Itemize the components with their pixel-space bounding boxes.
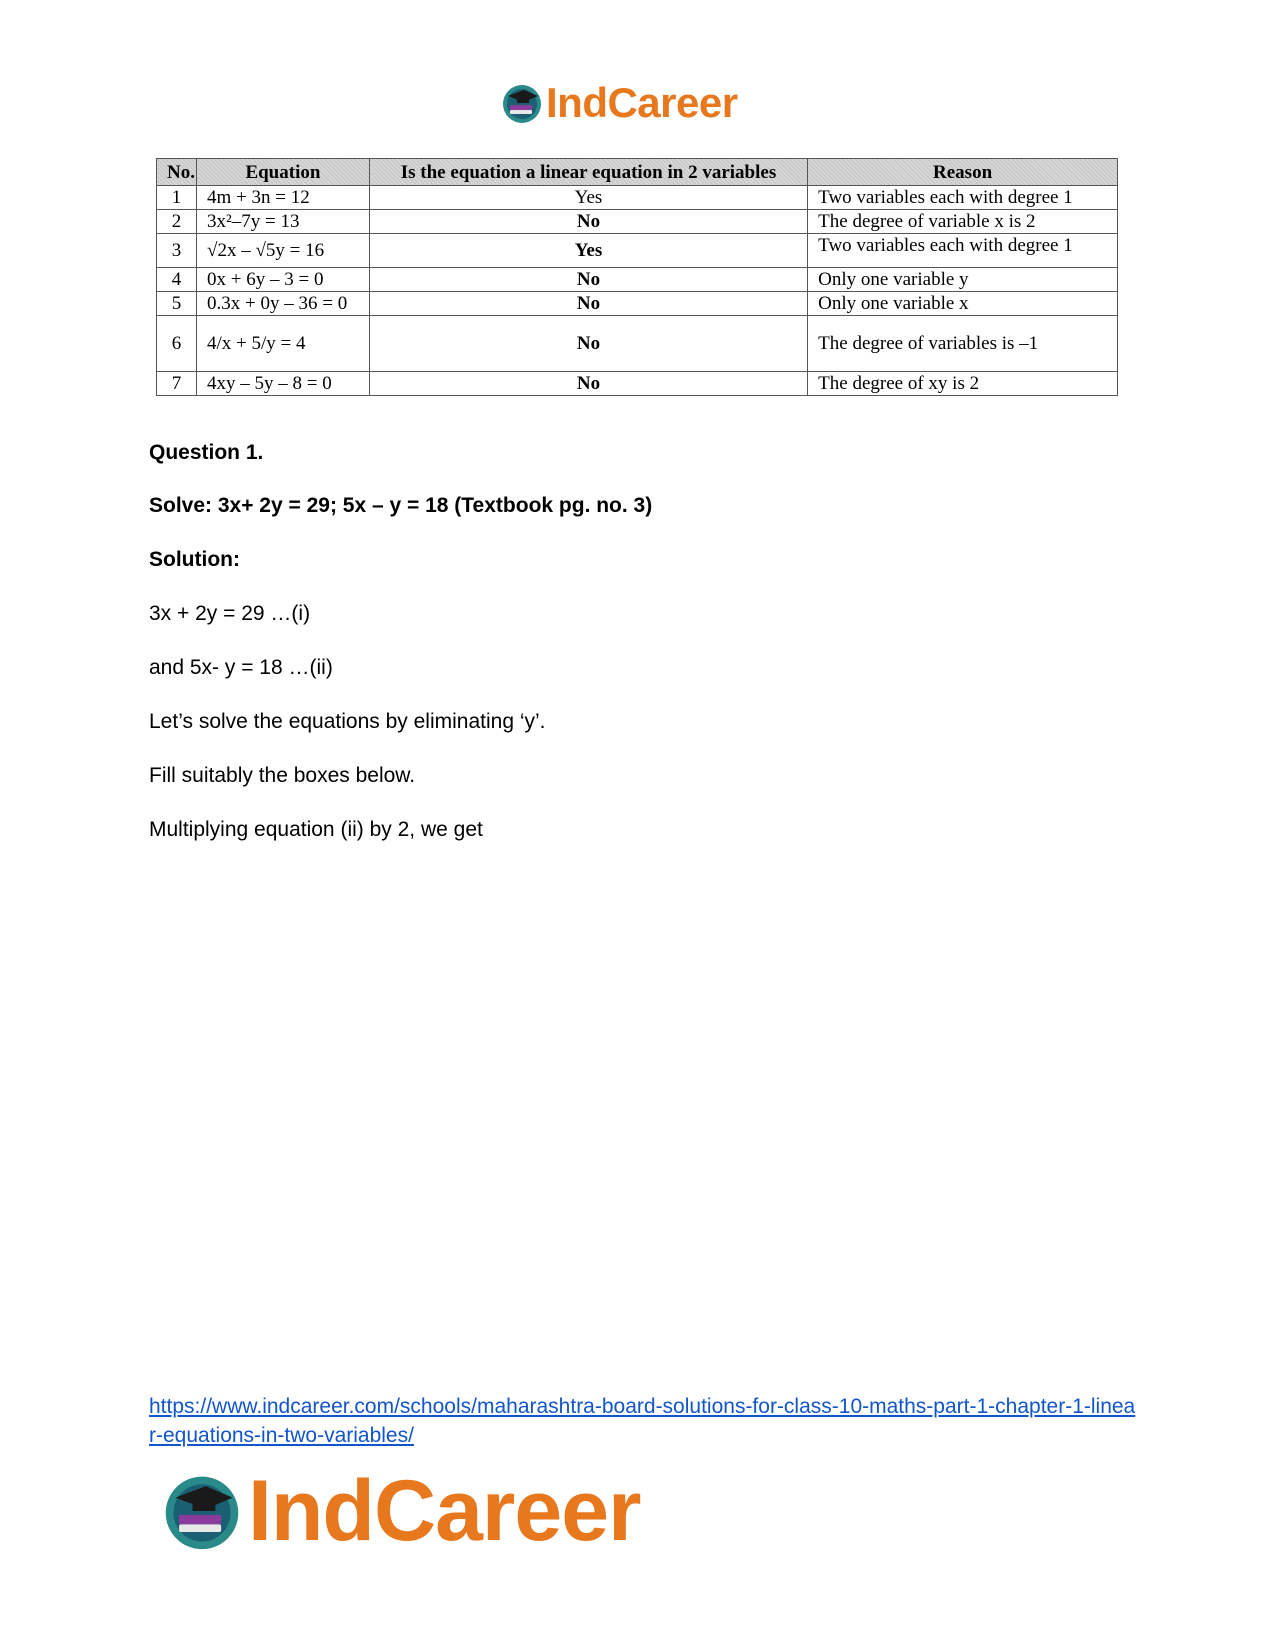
table-row bbox=[157, 234, 1118, 268]
row-linear: Yes bbox=[369, 186, 807, 210]
footer-logo bbox=[160, 1462, 641, 1559]
row-linear: No bbox=[369, 292, 807, 316]
graduation-cap-book-icon bbox=[500, 81, 544, 125]
header-logo bbox=[500, 78, 738, 128]
header-reason: Reason bbox=[808, 159, 1118, 186]
row-no: 3 bbox=[157, 234, 197, 268]
equation-line-2: and 5x- y = 18 …(ii) bbox=[149, 656, 333, 679]
header-no: No. bbox=[157, 159, 197, 186]
brand-name: IndCareer bbox=[546, 79, 738, 126]
graduation-cap-book-icon bbox=[160, 1469, 244, 1553]
row-reason: The degree of xy is 2 bbox=[808, 372, 1118, 396]
equation-line-1: 3x + 2y = 29 …(i) bbox=[149, 602, 311, 625]
question-text: Solve: 3x+ 2y = 29; 5x – y = 18 (Textbook pg. no. 3) bbox=[149, 494, 653, 517]
row-linear: No bbox=[369, 268, 807, 292]
row-linear: Yes bbox=[369, 234, 807, 268]
row-no: 2 bbox=[157, 210, 197, 234]
row-no: 1 bbox=[157, 186, 197, 210]
question-title: Question 1. bbox=[149, 441, 264, 464]
multiply-line: Multiplying equation (ii) by 2, we get bbox=[149, 818, 483, 841]
row-reason: The degree of variables is –1 bbox=[808, 316, 1118, 372]
row-no: 4 bbox=[157, 268, 197, 292]
row-equation: 4/x + 5/y = 4 bbox=[197, 316, 370, 372]
row-reason: Two variables each with degree 1 bbox=[808, 234, 1118, 268]
row-equation: √2x – √5y = 16 bbox=[197, 234, 370, 268]
row-linear: No bbox=[369, 316, 807, 372]
source-link[interactable]: https://www.indcareer.com/schools/maharashtra-board-solutions-for-class-10-maths-part-1-chapter-1-linear-equations-in-two-variables/ bbox=[149, 1395, 1136, 1447]
solution-label: Solution: bbox=[149, 548, 240, 571]
row-equation: 3x²–7y = 13 bbox=[197, 210, 370, 234]
instruction-line: Let’s solve the equations by eliminating ‘y’. bbox=[149, 710, 546, 733]
table-row bbox=[157, 372, 1118, 396]
row-no: 6 bbox=[157, 316, 197, 372]
row-reason: Only one variable x bbox=[808, 292, 1118, 316]
header-equation: Equation bbox=[197, 159, 370, 186]
table-row bbox=[157, 292, 1118, 316]
row-no: 7 bbox=[157, 372, 197, 396]
row-equation: 4xy – 5y – 8 = 0 bbox=[197, 372, 370, 396]
row-linear: No bbox=[369, 210, 807, 234]
header-linear: Is the equation a linear equation in 2 variables bbox=[369, 159, 807, 186]
table-row bbox=[157, 186, 1118, 210]
row-reason: Only one variable y bbox=[808, 268, 1118, 292]
linear-equation-table bbox=[156, 158, 1118, 396]
row-no: 5 bbox=[157, 292, 197, 316]
fill-boxes-line: Fill suitably the boxes below. bbox=[149, 764, 416, 787]
table-row bbox=[157, 316, 1118, 372]
brand-name: IndCareer bbox=[248, 1462, 641, 1559]
row-reason: Two variables each with degree 1 bbox=[808, 186, 1118, 210]
table-header-row bbox=[157, 159, 1118, 186]
row-equation: 0x + 6y – 3 = 0 bbox=[197, 268, 370, 292]
row-equation: 4m + 3n = 12 bbox=[197, 186, 370, 210]
row-reason: The degree of variable x is 2 bbox=[808, 210, 1118, 234]
table-row bbox=[157, 268, 1118, 292]
row-equation: 0.3x + 0y – 36 = 0 bbox=[197, 292, 370, 316]
table-row bbox=[157, 210, 1118, 234]
row-linear: No bbox=[369, 372, 807, 396]
